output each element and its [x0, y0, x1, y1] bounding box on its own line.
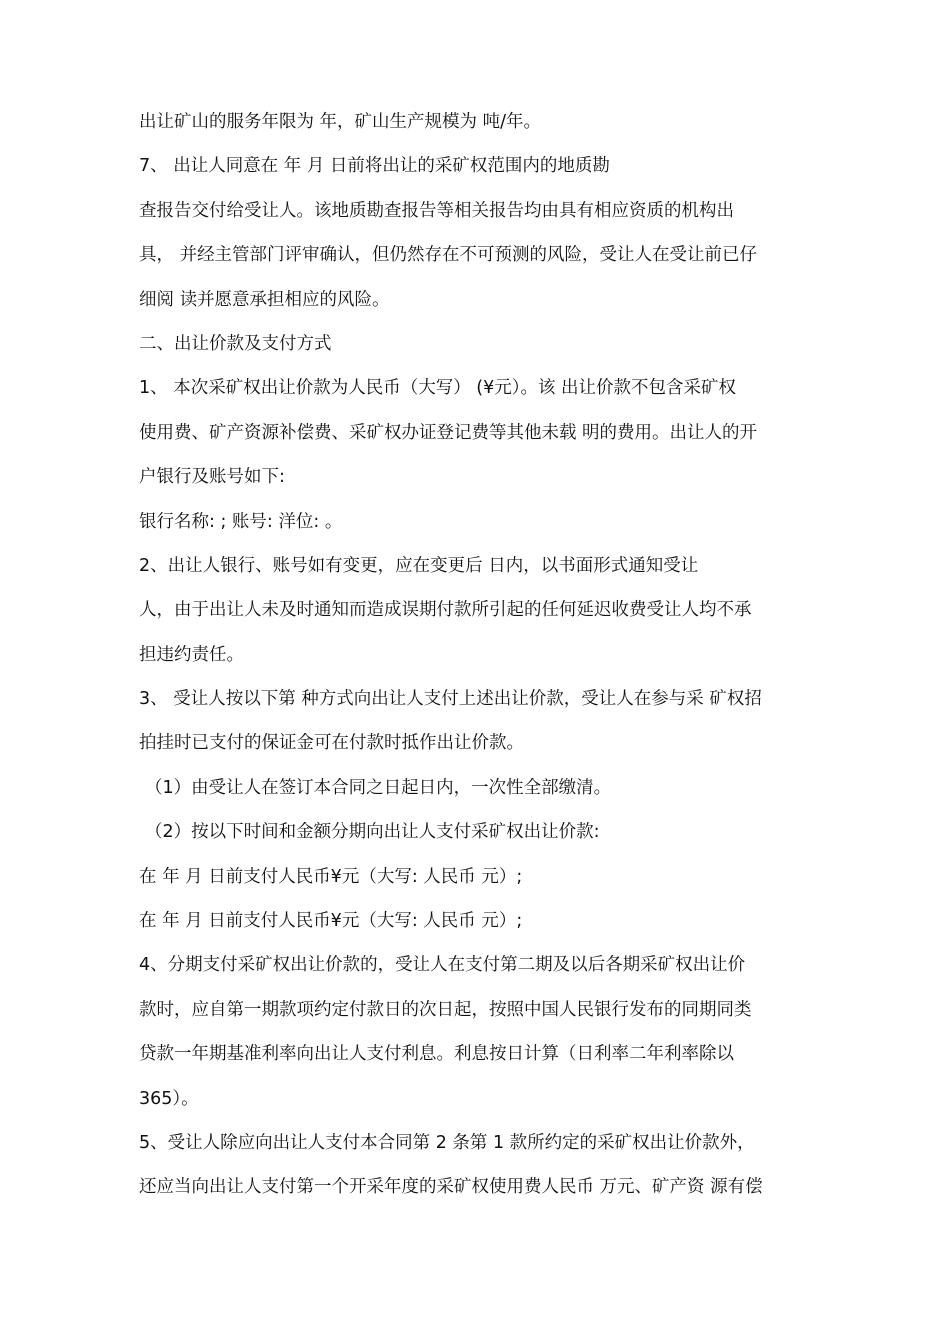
- text-line: 1、 本次采矿权出让价款为人民币（大写） (¥元）。该 出让价款不包含采矿权: [139, 378, 737, 399]
- text-line: 查报告交付给受让人。该地质勘查报告等相关报告均由具有相应资质的机构出: [139, 200, 734, 221]
- text-line: 户银行及账号如下:: [139, 467, 285, 488]
- section-heading: 二、出让价款及支付方式: [139, 333, 332, 354]
- text-line: （2）按以下时间和金额分期向出让人支付采矿权出让价款:: [145, 822, 600, 843]
- text-line: 在 年 月 日前支付人民币¥元（大写: 人民币 元）;: [139, 866, 523, 887]
- text-line: 5、受让人除应向出让人支付本合同第 2 条第 1 款所约定的采矿权出让价款外，: [139, 1132, 755, 1153]
- text-line: 款时，应自第一期款项约定付款日的次日起，按照中国人民银行发布的同期同类: [139, 999, 752, 1020]
- text-line: （1）由受让人在签订本合同之日起日内，一次性全部缴清。: [145, 777, 612, 798]
- text-line: 4、分期支付采矿权出让价款的，受让人在支付第二期及以后各期采矿权出让价: [139, 955, 746, 976]
- text-line: 在 年 月 日前支付人民币¥元（大写: 人民币 元）;: [139, 911, 523, 932]
- text-line: 7、 出让人同意在 年 月 日前将出让的采矿权范围内的地质勘: [139, 156, 610, 177]
- document-body: [139, 100, 829, 1210]
- text-line: 3、 受让人按以下第 种方式向出让人支付上述出让价款，受让人在参与采 矿权招: [139, 689, 762, 710]
- text-line: 出让矿山的服务年限为 年，矿山生产规模为 吨/年。: [139, 112, 542, 132]
- text-line: 银行名称: ; 账号: 洋位: 。: [139, 511, 343, 532]
- text-line: 具， 并经主管部门评审确认，但仍然存在不可预测的风险，受让人在受让前已仔: [139, 245, 758, 266]
- text-line: 还应当向出让人支付第一个开采年度的采矿权使用费人民币 万元、矿产资 源有偿: [139, 1177, 763, 1198]
- text-line: 365）。: [139, 1088, 199, 1109]
- text-line: 细阅 读并愿意承担相应的风险。: [139, 289, 390, 310]
- text-line: 拍挂时已支付的保证金可在付款时抵作出让价款。: [139, 733, 524, 754]
- text-line: 使用费、矿产资源补偿费、采矿权办证登记费等其他未载 明的费用。出让人的开: [139, 422, 758, 443]
- text-line: 2、出让人银行、账号如有变更，应在变更后 日内，以书面形式通知受让: [139, 555, 699, 576]
- text-line: 担违约责任。: [139, 644, 244, 665]
- text-line: 贷款一年期基准利率向出让人支付利息。利息按日计算（日利率二年利率除以: [139, 1044, 734, 1065]
- text-line: 人，由于出让人未及时通知而造成误期付款所引起的任何延迟收费受让人均不承: [139, 600, 752, 621]
